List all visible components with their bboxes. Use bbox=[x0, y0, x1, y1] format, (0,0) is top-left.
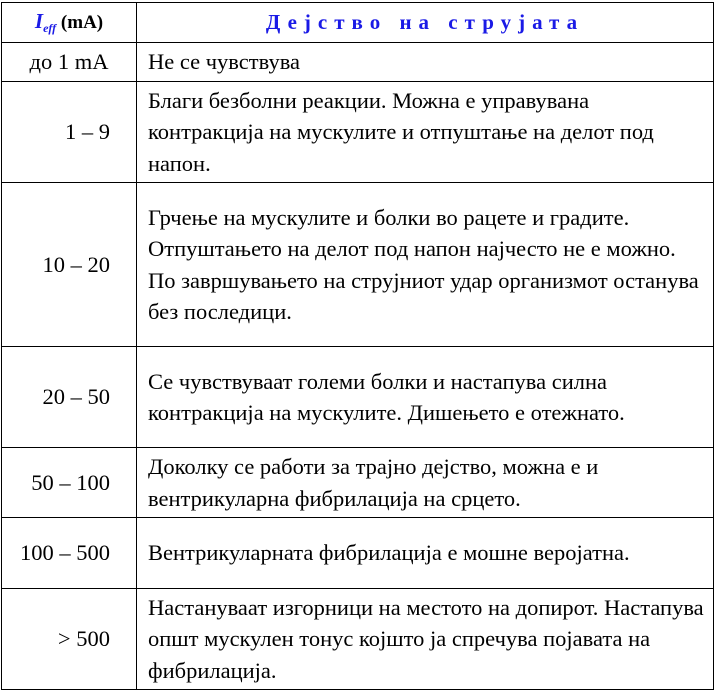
range-cell: > 500 bbox=[2, 589, 137, 690]
effect-cell: Грчење на мускулите и болки во рацете и градите. Отпуштањето на делот под напон најчесто не е можно. По завршувањето на струјниот удар организмот останува без последици. bbox=[137, 183, 714, 347]
range-cell: 20 – 50 bbox=[2, 347, 137, 448]
range-cell: до 1 mA bbox=[2, 43, 137, 82]
table-row bbox=[2, 183, 714, 347]
current-unit: (mA) bbox=[56, 12, 104, 33]
current-effects-table bbox=[1, 2, 714, 690]
effect-cell: Се чувствуваат големи болки и настапува силна контракција на мускулите. Дишењето е отежнато. bbox=[137, 347, 714, 448]
table-row bbox=[2, 43, 714, 82]
header-effect: Дејство на струјата bbox=[137, 3, 714, 43]
table-row bbox=[2, 347, 714, 448]
effect-cell: Вентрикуларната фибрилација е мошне веројатна. bbox=[137, 518, 714, 589]
range-cell: 10 – 20 bbox=[2, 183, 137, 347]
table-row bbox=[2, 589, 714, 690]
effect-cell: Настануваат изгорници на местото на допирот. Настапува општ мускулен тонус којшто ја спречува појавата на фибрилација. bbox=[137, 589, 714, 690]
header-current bbox=[2, 3, 137, 43]
header-row bbox=[2, 3, 714, 43]
range-cell: 100 – 500 bbox=[2, 518, 137, 589]
current-symbol: I bbox=[34, 9, 44, 33]
table-row bbox=[2, 518, 714, 589]
effect-cell: Благи безболни реакции. Можна е управувана контракција на мускулите и отпуштање на делот под напон. bbox=[137, 82, 714, 183]
range-cell: 1 – 9 bbox=[2, 82, 137, 183]
effect-cell: Доколку се работи за трајно дејство, можна е и вентрикуларна фибрилација на срцето. bbox=[137, 448, 714, 518]
table-row bbox=[2, 82, 714, 183]
current-subscript: eff bbox=[43, 21, 57, 35]
effect-cell: Не се чувствува bbox=[137, 43, 714, 82]
table-row bbox=[2, 448, 714, 518]
range-cell: 50 – 100 bbox=[2, 448, 137, 518]
